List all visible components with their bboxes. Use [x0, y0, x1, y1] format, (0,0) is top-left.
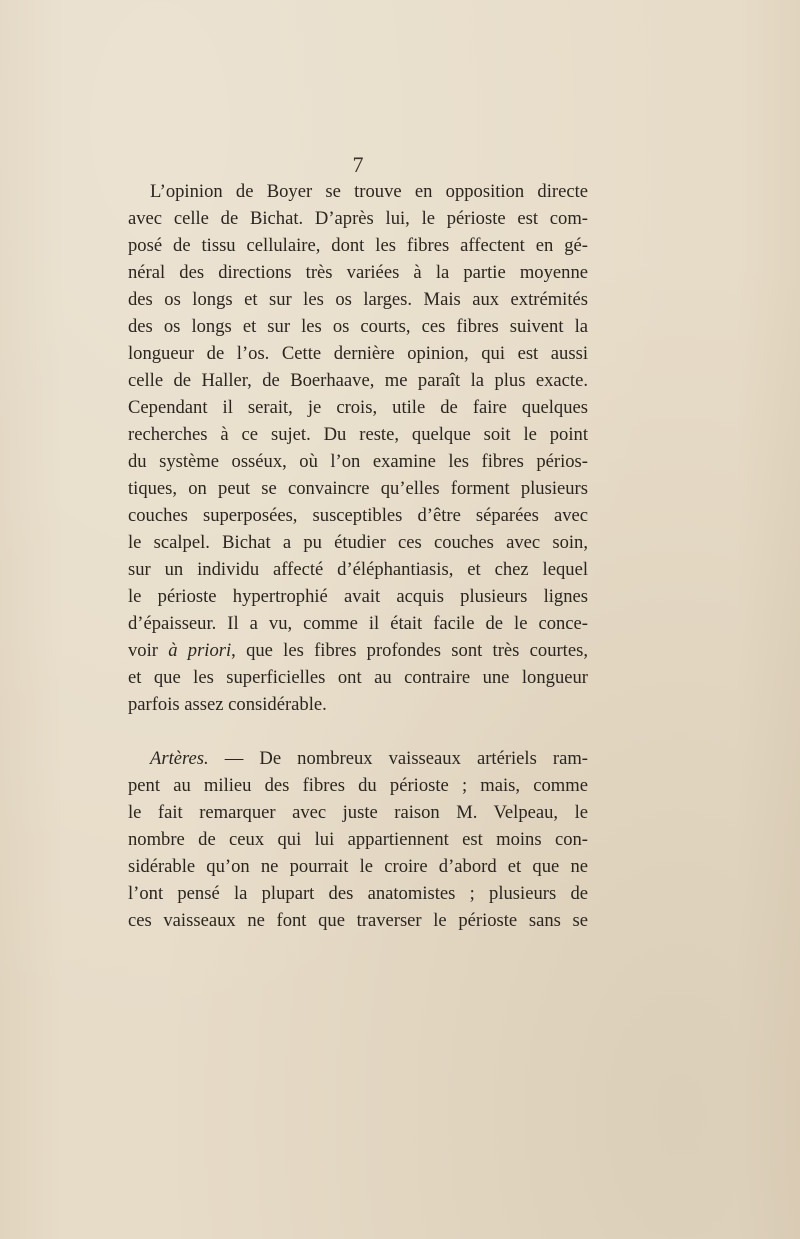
- text-line: des os longs et sur les os larges. Mais aux extrémités: [128, 289, 588, 310]
- text-line-a-priori: [128, 637, 588, 664]
- text-line: L’opinion de Boyer se trouve en opposition directe: [150, 181, 588, 202]
- text-line: sidérable qu’on ne pourrait le croire d’abord et que ne: [128, 856, 588, 877]
- text-line: pent au milieu des fibres du périoste ; mais, comme: [128, 775, 588, 796]
- text-line: couches superposées, susceptibles d’être séparées avec: [128, 505, 588, 526]
- text-line: longueur de l’os. Cette dernière opinion, qui est aussi: [128, 343, 588, 364]
- body-text: [128, 178, 588, 934]
- text-line: d’épaisseur. Il a vu, comme il était facile de le conce-: [128, 613, 588, 634]
- text-line: tiques, on peut se convaincre qu’elles forment plusieurs: [128, 478, 588, 499]
- text-line: ces vaisseaux ne font que traverser le périoste sans se: [128, 910, 588, 931]
- paragraph-opinion-boyer: [128, 178, 588, 718]
- text-line: le scalpel. Bichat a pu étudier ces couches avec soin,: [128, 532, 588, 553]
- text-fragment: , que les fibres profondes sont très courtes,: [231, 640, 588, 661]
- text-line: néral des directions très variées à la partie moyenne: [128, 262, 588, 283]
- page-number: 7: [352, 152, 364, 177]
- text-line: des os longs et sur les os courts, ces fibres suivent la: [128, 316, 588, 337]
- text-line: le fait remarquer avec juste raison M. Velpeau, le: [128, 802, 588, 823]
- text-line: recherches à ce sujet. Du reste, quelque soit le point: [128, 424, 588, 445]
- text-line: nombre de ceux qui lui appartiennent est moins con-: [128, 829, 588, 850]
- text-fragment: — De nombreux vaisseaux artériels ram-: [208, 748, 588, 769]
- text-line: Cependant il serait, je crois, utile de faire quelques: [128, 397, 588, 418]
- italic-term-a-priori: à priori: [168, 640, 232, 661]
- text-fragment: voir: [128, 640, 169, 661]
- text-line: posé de tissu cellulaire, dont les fibres affectent en gé-: [128, 235, 588, 256]
- section-heading-arteres: Artères.: [150, 748, 209, 769]
- text-line: le périoste hypertrophié avait acquis plusieurs lignes: [128, 586, 588, 607]
- text-line: du système osséux, où l’on examine les fibres périos-: [128, 451, 588, 472]
- text-line: avec celle de Bichat. D’après lui, le périoste est com-: [128, 208, 588, 229]
- paragraph-arteres: [128, 745, 588, 934]
- text-line: celle de Haller, de Boerhaave, me paraît la plus exacte.: [128, 370, 588, 391]
- text-line: parfois assez considérable.: [128, 694, 327, 715]
- text-line: l’ont pensé la plupart des anatomistes ; plusieurs de: [128, 883, 588, 904]
- text-line: et que les superficielles ont au contraire une longueur: [128, 667, 588, 688]
- section-lead-line: [128, 745, 588, 772]
- text-line: sur un individu affecté d’éléphantiasis, et chez lequel: [128, 559, 588, 580]
